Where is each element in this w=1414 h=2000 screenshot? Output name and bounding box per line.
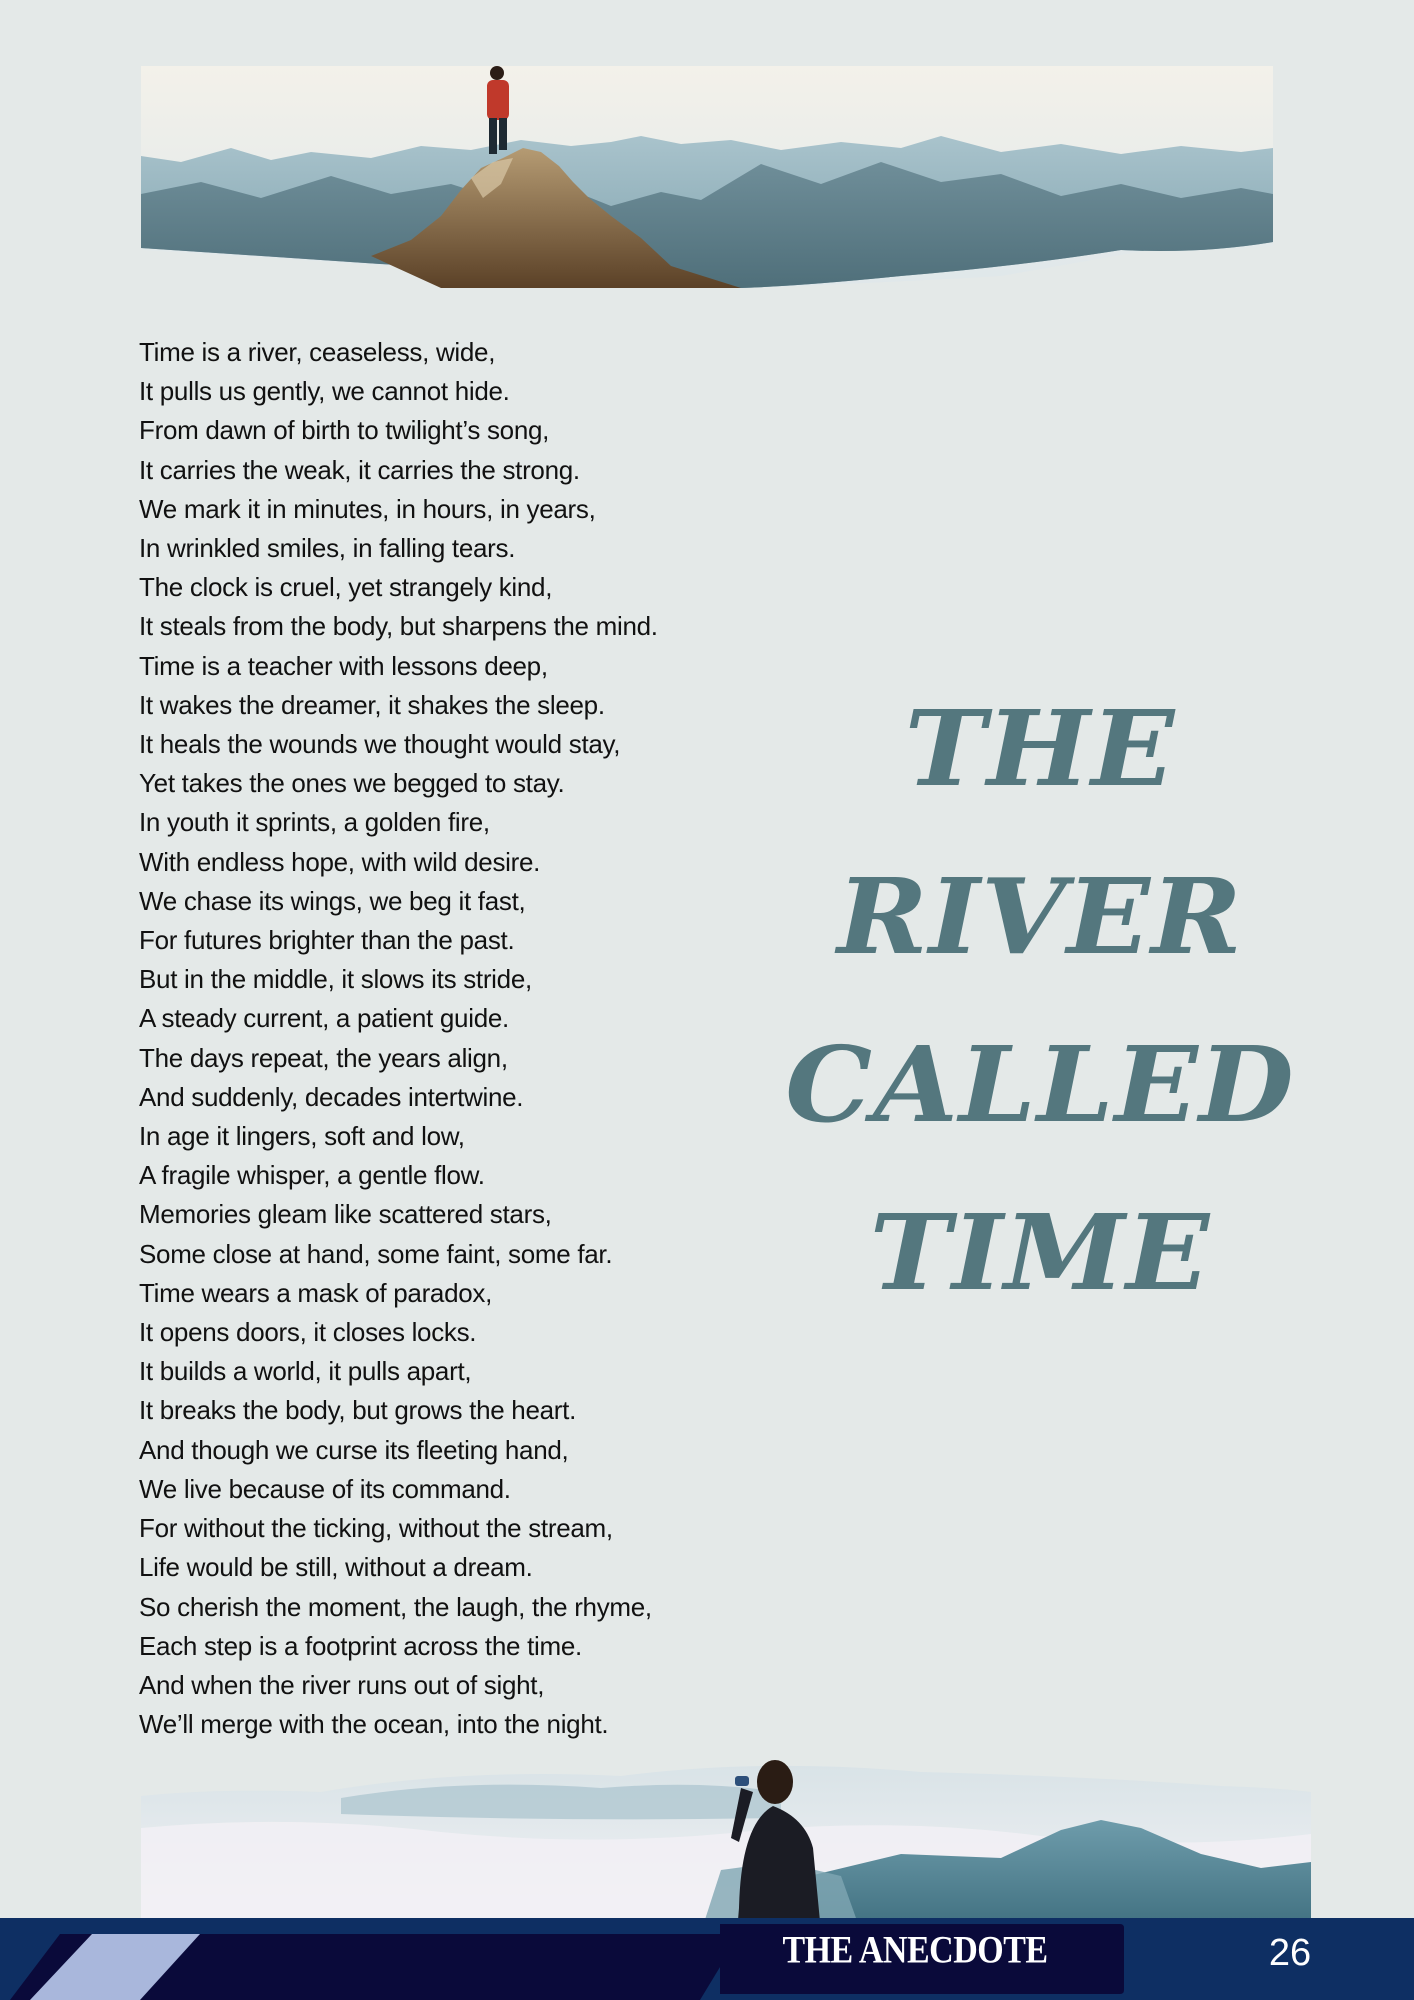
footer-graphic — [0, 1918, 1414, 2000]
poem-line: For without the ticking, without the stream, — [139, 1513, 613, 1544]
title-line: THE — [904, 687, 1176, 810]
poem-line: It pulls us gently, we cannot hide. — [139, 376, 510, 407]
poem-line: With endless hope, with wild desire. — [139, 846, 541, 877]
poem-line: It carries the weak, it carries the strong. — [139, 454, 580, 485]
poem-line: The clock is cruel, yet strangely kind, — [139, 572, 553, 603]
sea-of-clouds-photographer-image — [141, 1758, 1311, 1932]
poem-line: Life would be still, without a dream. — [139, 1552, 533, 1583]
poem-line: For futures brighter than the past. — [139, 925, 515, 956]
poem-line: It heals the wounds we thought would stay, — [139, 729, 621, 760]
poem-line: In wrinkled smiles, in falling tears. — [139, 533, 516, 564]
page-number: 26 — [1268, 1932, 1312, 1974]
title-line: RIVER — [837, 855, 1243, 978]
footer-band — [0, 1918, 1414, 2000]
poem-line: And suddenly, decades intertwine. — [139, 1081, 524, 1112]
poem-line: Some close at hand, some faint, some far. — [139, 1238, 613, 1269]
poem-line: From dawn of birth to twilight’s song, — [139, 415, 550, 446]
poem-line: The days repeat, the years align, — [139, 1042, 508, 1073]
poem-line: And though we curse its fleeting hand, — [139, 1434, 569, 1465]
magazine-brand: THE ANECDOTE — [782, 1929, 1048, 1972]
poem-line: It opens doors, it closes locks. — [139, 1317, 477, 1348]
poem-line: Time is a river, ceaseless, wide, — [139, 337, 496, 367]
poem-line: We chase its wings, we beg it fast, — [139, 885, 526, 916]
poem-line: We’ll merge with the ocean, into the night. — [139, 1709, 609, 1740]
poem-line: Each step is a footprint across the time. — [139, 1630, 582, 1661]
poem-line: It wakes the dreamer, it shakes the sleep. — [139, 689, 605, 720]
poem-line: A steady current, a patient guide. — [139, 1003, 509, 1034]
poem-line: Time wears a mask of paradox, — [139, 1277, 493, 1308]
mountain-hiker-image — [141, 66, 1273, 296]
poem-line: Time is a teacher with lessons deep, — [139, 650, 548, 681]
poem-line: But in the middle, it slows its stride, — [139, 964, 532, 995]
page-title — [780, 665, 1300, 1337]
poem-line: In age it lingers, soft and low, — [139, 1121, 465, 1152]
poem-line: It steals from the body, but sharpens the mind. — [139, 611, 658, 642]
poem-line: We live because of its command. — [139, 1473, 511, 1504]
poem-line: Memories gleam like scattered stars, — [139, 1199, 552, 1230]
poem-line: It breaks the body, but grows the heart. — [139, 1395, 576, 1426]
title-line: CALLED — [785, 1023, 1295, 1146]
poem-line: A fragile whisper, a gentle flow. — [139, 1160, 485, 1191]
poem-line: And when the river runs out of sight, — [139, 1669, 545, 1700]
poem-line: It builds a world, it pulls apart, — [139, 1356, 472, 1387]
poem-line: Yet takes the ones we begged to stay. — [139, 768, 565, 799]
poem-line: So cherish the moment, the laugh, the rhyme, — [139, 1591, 652, 1622]
poem-line: In youth it sprints, a golden fire, — [139, 807, 490, 838]
poem-text — [139, 333, 759, 1744]
title-line: TIME — [869, 1191, 1211, 1314]
poem-line: We mark it in minutes, in hours, in years, — [139, 493, 596, 524]
